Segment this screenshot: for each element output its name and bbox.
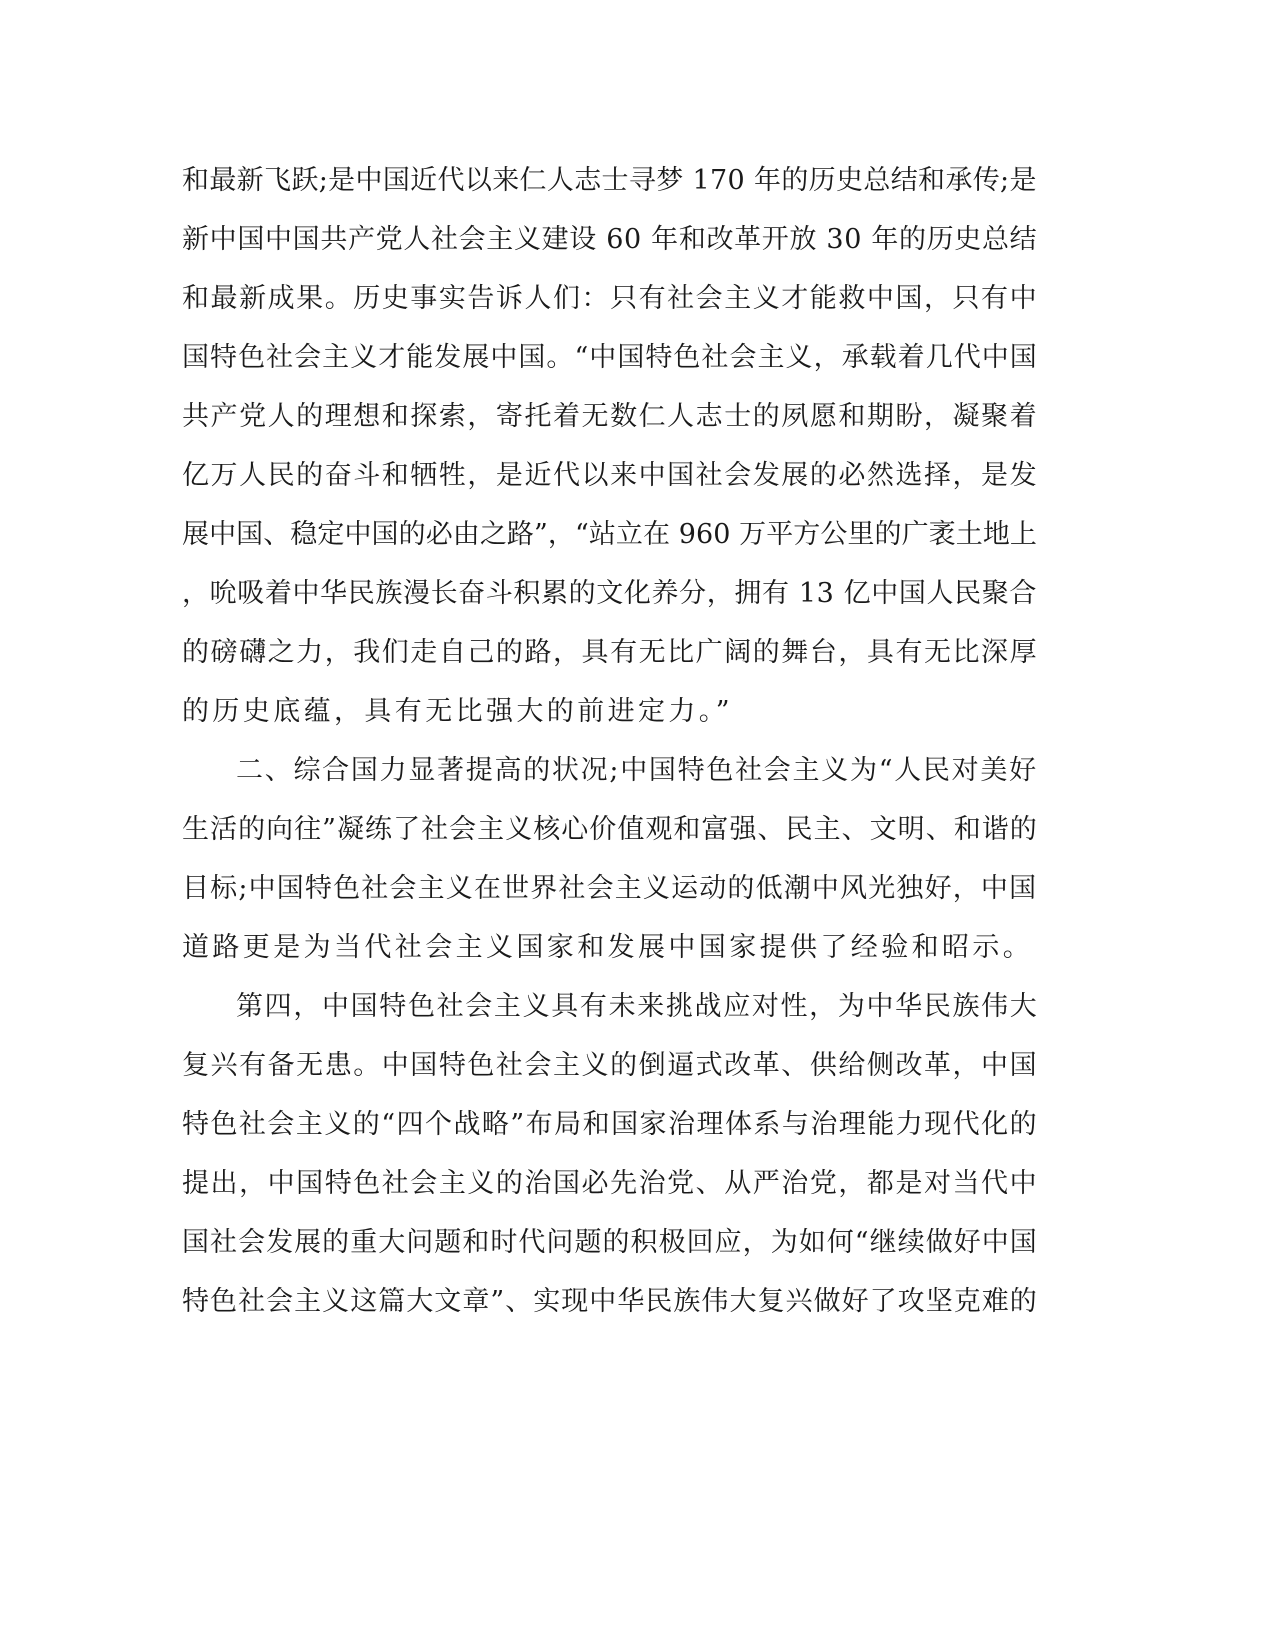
text-line: 道路更是为当代社会主义国家和发展中国家提供了经验和昭示。 — [182, 932, 1034, 963]
text-line: 提出，中国特色社会主义的治国必先治党、从严治党，都是对当代中 — [182, 1168, 1039, 1199]
text-line: 亿万人民的奋斗和牺牲，是近代以来中国社会发展的必然选择，是发 — [182, 460, 1039, 491]
text-line: 和最新成果。历史事实告诉人们：只有社会主义才能救中国，只有中 — [182, 283, 1039, 314]
text-line: 复兴有备无患。中国特色社会主义的倒逼式改革、供给侧改革，中国 — [182, 1050, 1039, 1081]
text-line: 的历史底蕴，具有无比强大的前进定力。” — [182, 696, 733, 727]
text-line: 共产党人的理想和探索，寄托着无数仁人志士的夙愿和期盼，凝聚着 — [182, 401, 1039, 432]
text-line: 国特色社会主义才能发展中国。“中国特色社会主义，承载着几代中国 — [182, 342, 1038, 373]
text-line: ，吮吸着中华民族漫长奋斗积累的文化养分，拥有 13 亿中国人民聚合 — [182, 578, 1037, 609]
text-line: 展中国、稳定中国的必由之路”，“站立在 960 万平方公里的广袤土地上 — [182, 519, 1037, 550]
text-line: 二、综合国力显著提高的状况;中国特色社会主义为“人民对美好 — [236, 755, 1038, 786]
text-line: 特色社会主义的“四个战略”布局和国家治理体系与治理能力现代化的 — [182, 1109, 1039, 1140]
text-line: 特色社会主义这篇大文章”、实现中华民族伟大复兴做好了攻坚克难的 — [182, 1286, 1038, 1317]
text-line: 的磅礴之力，我们走自己的路，具有无比广阔的舞台，具有无比深厚 — [182, 637, 1039, 668]
text-line: 新中国中国共产党人社会主义建设 60 年和改革开放 30 年的历史总结 — [182, 224, 1038, 255]
text-line: 和最新飞跃;是中国近代以来仁人志士寻梦 170 年的历史总结和承传;是 — [182, 165, 1037, 196]
text-line: 生活的向往”凝练了社会主义核心价值观和富强、民主、文明、和谐的 — [182, 814, 1038, 845]
text-line: 目标;中国特色社会主义在世界社会主义运动的低潮中风光独好，中国 — [182, 873, 1038, 904]
text-line: 国社会发展的重大问题和时代问题的积极回应，为如何“继续做好中国 — [182, 1227, 1038, 1258]
text-line: 第四，中国特色社会主义具有未来挑战应对性，为中华民族伟大 — [236, 991, 1039, 1022]
